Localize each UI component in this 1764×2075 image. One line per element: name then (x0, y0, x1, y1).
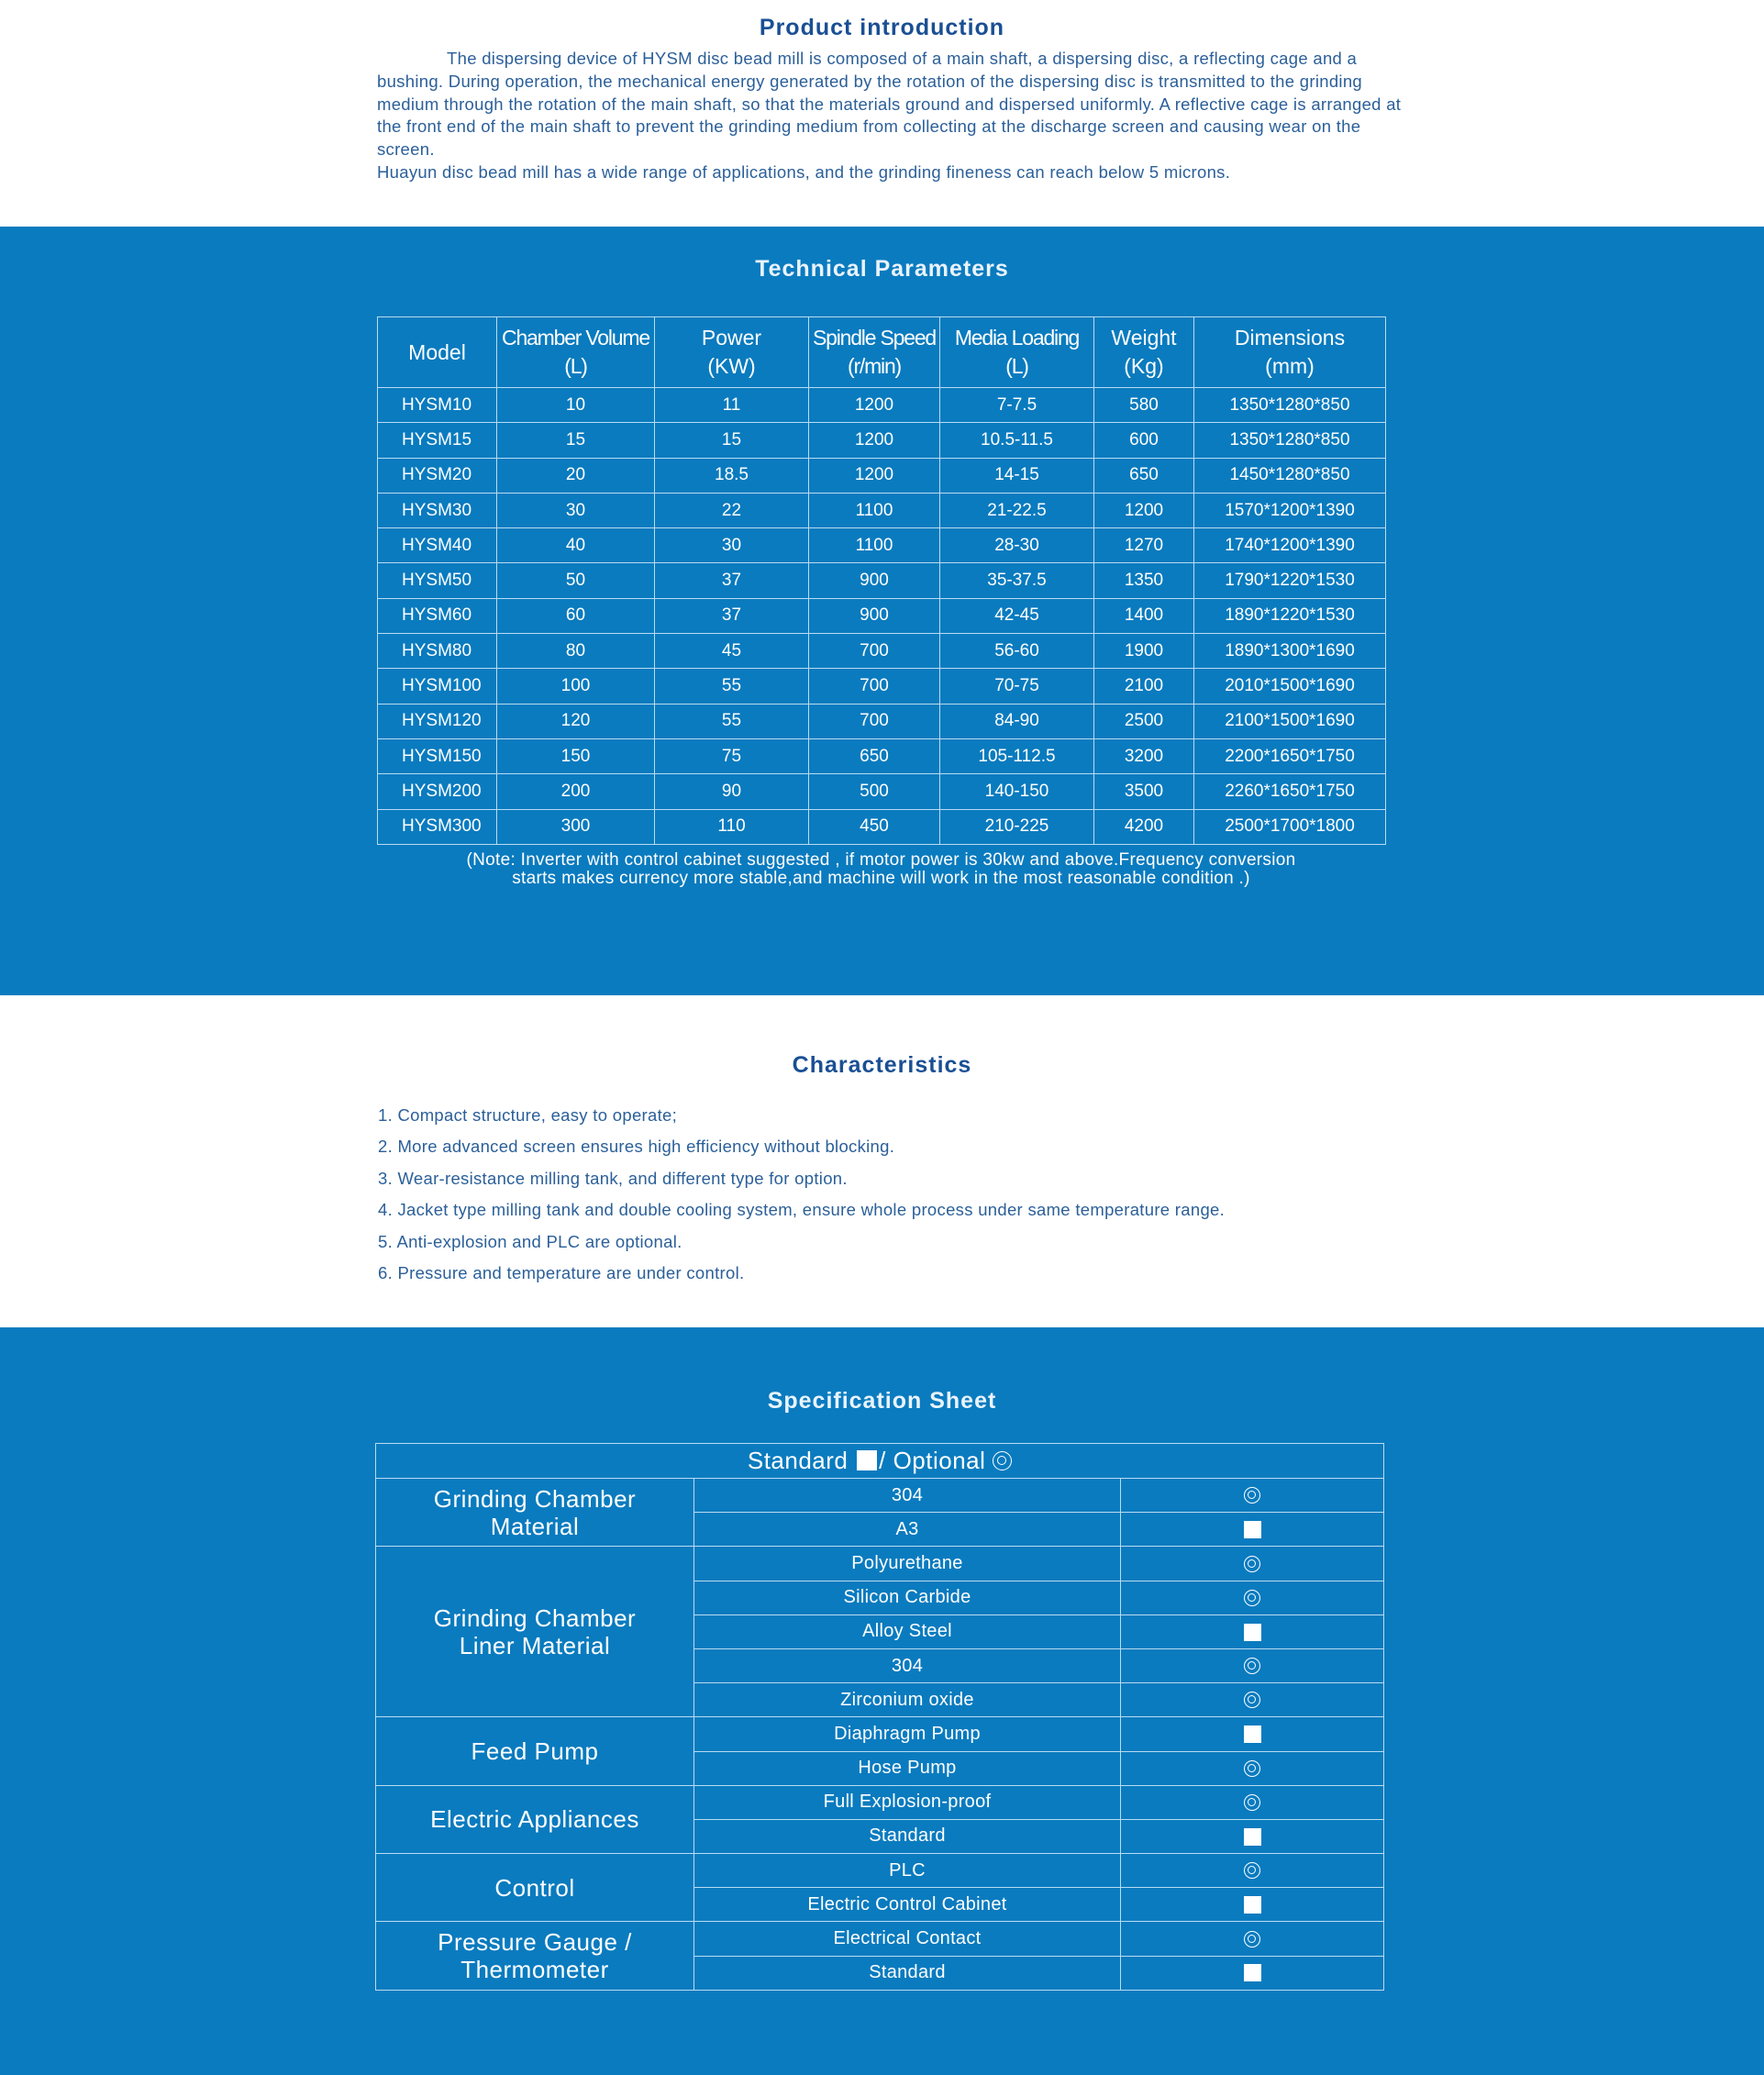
table-cell: 60 (497, 598, 655, 633)
table-cell: 1350*1280*850 (1194, 388, 1386, 423)
spec-row (376, 1854, 1384, 1888)
list-item: 2. More advanced screen ensures high efficiency without blocking. (378, 1137, 895, 1157)
spec-option-name: Full Explosion-proof (694, 1785, 1121, 1819)
column-header (378, 317, 497, 388)
optional-circle-icon (1244, 1556, 1260, 1572)
model-cell: HYSM60 (378, 598, 497, 633)
spec-row (376, 1922, 1384, 1956)
table-cell: 2200*1650*1750 (1194, 738, 1386, 773)
table-row (378, 738, 1386, 773)
intro-paragraph: Huayun disc bead mill has a wide range of applications, and the grinding fineness can reach below 5 microns. (377, 161, 1231, 182)
group-label-line: Thermometer (460, 1956, 609, 1984)
table-cell: 1570*1200*1390 (1194, 493, 1386, 527)
table-cell: 300 (497, 809, 655, 844)
standard-square-icon (1244, 1725, 1261, 1743)
table-row (378, 809, 1386, 844)
spec-row (376, 1717, 1384, 1751)
table-cell: 35-37.5 (940, 563, 1094, 598)
table-cell: 1450*1280*850 (1194, 458, 1386, 493)
specification-sheet-table (375, 1443, 1384, 1991)
spec-group-label (376, 1922, 694, 1990)
optional-circle-icon (1244, 1590, 1260, 1606)
spec-row (376, 1547, 1384, 1581)
table-cell: 15 (655, 423, 809, 458)
table-cell: 1890*1300*1690 (1194, 634, 1386, 669)
table-row (378, 774, 1386, 809)
table-cell: 1350 (1094, 563, 1194, 598)
spec-option-mark (1121, 1819, 1384, 1853)
list-item: 4. Jacket type milling tank and double cooling system, ensure whole process under same temperature range. (378, 1200, 1226, 1220)
table-row (378, 563, 1386, 598)
spec-option-name: Polyurethane (694, 1547, 1121, 1581)
technical-parameters-table (377, 316, 1386, 845)
group-label-line: Electric Appliances (430, 1805, 639, 1834)
spec-option-mark (1121, 1717, 1384, 1751)
table-cell: 11 (655, 388, 809, 423)
spec-option-name: Zirconium oxide (694, 1683, 1121, 1717)
table-cell: 110 (655, 809, 809, 844)
group-label-line: Control (494, 1873, 575, 1902)
spec-row (376, 1479, 1384, 1513)
model-cell: HYSM150 (378, 738, 497, 773)
spec-group-label (376, 1717, 694, 1785)
table-cell: 40 (497, 528, 655, 563)
column-header-unit: (r/min) (847, 354, 902, 378)
characteristics-list (378, 1100, 1225, 1289)
optional-circle-icon (1244, 1487, 1260, 1504)
legend-cell (376, 1444, 1384, 1479)
table-header-row (378, 317, 1386, 388)
group-label-line: Feed Pump (471, 1737, 599, 1765)
spec-option-mark (1121, 1479, 1384, 1513)
table-cell: 1400 (1094, 598, 1194, 633)
list-item: 1. Compact structure, easy to operate; (378, 1105, 678, 1125)
spec-option-mark (1121, 1785, 1384, 1819)
table-cell: 80 (497, 634, 655, 669)
table-cell: 10 (497, 388, 655, 423)
table-row (378, 704, 1386, 738)
table-cell: 56-60 (940, 634, 1094, 669)
table-cell: 140-150 (940, 774, 1094, 809)
table-cell: 900 (809, 598, 940, 633)
spec-option-mark (1121, 1547, 1384, 1581)
table-cell: 15 (497, 423, 655, 458)
list-item: 5. Anti-explosion and PLC are optional. (378, 1231, 682, 1251)
table-cell: 210-225 (940, 809, 1094, 844)
table-cell: 70-75 (940, 669, 1094, 704)
optional-circle-icon (1244, 1692, 1260, 1708)
table-cell: 7-7.5 (940, 388, 1094, 423)
table-cell: 900 (809, 563, 940, 598)
table-cell: 2100*1500*1690 (1194, 704, 1386, 738)
spec-option-name: Diaphragm Pump (694, 1717, 1121, 1751)
table-cell: 18.5 (655, 458, 809, 493)
technical-parameters-title: Technical Parameters (755, 256, 1009, 282)
table-cell: 2500 (1094, 704, 1194, 738)
legend-row (376, 1444, 1384, 1479)
table-cell: 700 (809, 669, 940, 704)
table-row (378, 493, 1386, 527)
spec-option-name: Standard (694, 1819, 1121, 1853)
table-cell: 20 (497, 458, 655, 493)
spec-option-name: Electric Control Cabinet (694, 1888, 1121, 1922)
table-cell: 1200 (809, 423, 940, 458)
column-header (809, 317, 940, 388)
table-cell: 1100 (809, 528, 940, 563)
table-cell: 55 (655, 669, 809, 704)
spec-option-name: Hose Pump (694, 1751, 1121, 1785)
spec-option-mark (1121, 1513, 1384, 1547)
table-cell: 2100 (1094, 669, 1194, 704)
column-header-unit: (L) (1005, 354, 1028, 378)
table-cell: 200 (497, 774, 655, 809)
spec-group-label (376, 1854, 694, 1922)
column-header-unit: (KW) (707, 354, 756, 378)
table-row (378, 669, 1386, 704)
column-header-label: Spindle Speed (812, 326, 937, 350)
table-cell: 580 (1094, 388, 1194, 423)
table-cell: 650 (809, 738, 940, 773)
table-cell: 150 (497, 738, 655, 773)
legend-optional-label: / Optional (879, 1447, 986, 1474)
spec-option-name: Alloy Steel (694, 1615, 1121, 1648)
spec-option-mark (1121, 1854, 1384, 1888)
table-cell: 1900 (1094, 634, 1194, 669)
column-header (655, 317, 809, 388)
table-cell: 84-90 (940, 704, 1094, 738)
table-cell: 28-30 (940, 528, 1094, 563)
optional-circle-icon (993, 1451, 1012, 1470)
column-header-unit: (mm) (1265, 354, 1315, 378)
table-cell: 21-22.5 (940, 493, 1094, 527)
optional-circle-icon (1244, 1862, 1260, 1879)
optional-circle-icon (1244, 1658, 1260, 1674)
spec-option-mark (1121, 1922, 1384, 1956)
spec-group-label (376, 1479, 694, 1547)
intro-paragraph: The dispersing device of HYSM disc bead mill is composed of a main shaft, a dispersing disc, a reflecting cage and a bushing. During operation, the mechanical energy generated by the rotation of the dispersing disc is transmitted to the grinding medium through the rotation of the main shaft, so that the materials ground and dispersed uniformly. A reflective cage is arranged at the front end of the main shaft to prevent the grinding medium from collecting at the discharge screen and causing wear on the screen. (377, 49, 1402, 160)
table-cell: 1200 (1094, 493, 1194, 527)
standard-square-icon (857, 1450, 877, 1470)
standard-square-icon (1244, 1521, 1261, 1538)
spec-option-name: Electrical Contact (694, 1922, 1121, 1956)
specification-sheet-title: Specification Sheet (767, 1388, 997, 1414)
spec-option-mark (1121, 1615, 1384, 1648)
model-cell: HYSM10 (378, 388, 497, 423)
model-cell: HYSM30 (378, 493, 497, 527)
group-label-line: Grinding Chamber (433, 1603, 637, 1632)
spec-option-name: PLC (694, 1854, 1121, 1888)
spec-option-mark (1121, 1751, 1384, 1785)
table-cell: 2010*1500*1690 (1194, 669, 1386, 704)
table-cell: 700 (809, 704, 940, 738)
table-cell: 2260*1650*1750 (1194, 774, 1386, 809)
spec-option-name: Standard (694, 1956, 1121, 1990)
spec-option-mark (1121, 1888, 1384, 1922)
model-cell: HYSM300 (378, 809, 497, 844)
spec-option-mark (1121, 1683, 1384, 1717)
table-cell: 45 (655, 634, 809, 669)
table-cell: 1100 (809, 493, 940, 527)
table-cell: 105-112.5 (940, 738, 1094, 773)
table-cell: 1270 (1094, 528, 1194, 563)
group-label-line: Pressure Gauge / (438, 1928, 632, 1957)
group-label-line: Liner Material (459, 1631, 611, 1659)
table-cell: 37 (655, 598, 809, 633)
column-header (1094, 317, 1194, 388)
column-header-label: Media Loading (954, 326, 1080, 350)
model-cell: HYSM80 (378, 634, 497, 669)
table-cell: 14-15 (940, 458, 1094, 493)
table-row (378, 388, 1386, 423)
model-cell: HYSM200 (378, 774, 497, 809)
column-header-label: Dimensions (1234, 326, 1346, 350)
table-cell: 2500*1700*1800 (1194, 809, 1386, 844)
group-label-line: Grinding Chamber (433, 1484, 637, 1513)
table-cell: 450 (809, 809, 940, 844)
spec-option-name: A3 (694, 1513, 1121, 1547)
table-cell: 1890*1220*1530 (1194, 598, 1386, 633)
table-cell: 4200 (1094, 809, 1194, 844)
spec-option-name: 304 (694, 1479, 1121, 1513)
table-cell: 650 (1094, 458, 1194, 493)
table-cell: 10.5-11.5 (940, 423, 1094, 458)
spec-option-name: Silicon Carbide (694, 1581, 1121, 1615)
column-header (940, 317, 1094, 388)
model-cell: HYSM100 (378, 669, 497, 704)
standard-square-icon (1244, 1828, 1261, 1846)
table-cell: 30 (655, 528, 809, 563)
spec-group-label (376, 1547, 694, 1717)
table-cell: 1740*1200*1390 (1194, 528, 1386, 563)
table-cell: 500 (809, 774, 940, 809)
model-cell: HYSM40 (378, 528, 497, 563)
list-item: 3. Wear-resistance milling tank, and different type for option. (378, 1168, 848, 1188)
model-cell: HYSM15 (378, 423, 497, 458)
table-cell: 55 (655, 704, 809, 738)
table-cell: 37 (655, 563, 809, 598)
table-cell: 1790*1220*1530 (1194, 563, 1386, 598)
table-cell: 22 (655, 493, 809, 527)
column-header-label: Model (408, 339, 466, 364)
column-header-unit: (L) (564, 354, 587, 378)
spec-group-label (376, 1785, 694, 1853)
table-cell: 1200 (809, 458, 940, 493)
characteristics-title: Characteristics (792, 1052, 972, 1078)
table-cell: 1200 (809, 388, 940, 423)
product-introduction-text (377, 48, 1404, 184)
optional-circle-icon (1244, 1931, 1260, 1947)
model-cell: HYSM50 (378, 563, 497, 598)
column-header-label: Chamber Volume (502, 326, 649, 350)
spec-option-name: 304 (694, 1648, 1121, 1682)
column-header-label: Power (701, 326, 762, 350)
table-cell: 3500 (1094, 774, 1194, 809)
table-row (378, 423, 1386, 458)
column-header (1194, 317, 1386, 388)
group-label-line: Material (490, 1512, 580, 1540)
model-cell: HYSM120 (378, 704, 497, 738)
standard-square-icon (1244, 1896, 1261, 1914)
spec-option-mark (1121, 1581, 1384, 1615)
table-cell: 90 (655, 774, 809, 809)
optional-circle-icon (1244, 1794, 1260, 1811)
table-row (378, 528, 1386, 563)
standard-square-icon (1244, 1964, 1261, 1981)
spec-row (376, 1785, 1384, 1819)
model-cell: HYSM20 (378, 458, 497, 493)
note-line: (Note: Inverter with control cabinet suggested , if motor power is 30kw and above.Frequency conversion (466, 850, 1296, 870)
table-cell: 120 (497, 704, 655, 738)
product-introduction-title: Product introduction (759, 15, 1005, 40)
table-cell: 700 (809, 634, 940, 669)
list-item: 6. Pressure and temperature are under control. (378, 1262, 745, 1282)
table-row (378, 598, 1386, 633)
table-row (378, 634, 1386, 669)
technical-note (377, 851, 1385, 888)
table-cell: 42-45 (940, 598, 1094, 633)
standard-square-icon (1244, 1624, 1261, 1641)
table-cell: 50 (497, 563, 655, 598)
table-cell: 600 (1094, 423, 1194, 458)
table-cell: 75 (655, 738, 809, 773)
legend-standard-label: Standard (747, 1447, 849, 1474)
table-cell: 100 (497, 669, 655, 704)
spec-option-mark (1121, 1956, 1384, 1990)
note-line: starts makes currency more stable,and machine will work in the most reasonable condition .) (512, 869, 1250, 888)
column-header (497, 317, 655, 388)
table-cell: 1350*1280*850 (1194, 423, 1386, 458)
table-cell: 30 (497, 493, 655, 527)
column-header-label: Weight (1111, 326, 1177, 350)
table-cell: 3200 (1094, 738, 1194, 773)
optional-circle-icon (1244, 1760, 1260, 1777)
table-row (378, 458, 1386, 493)
column-header-unit: (Kg) (1124, 354, 1164, 378)
spec-option-mark (1121, 1648, 1384, 1682)
